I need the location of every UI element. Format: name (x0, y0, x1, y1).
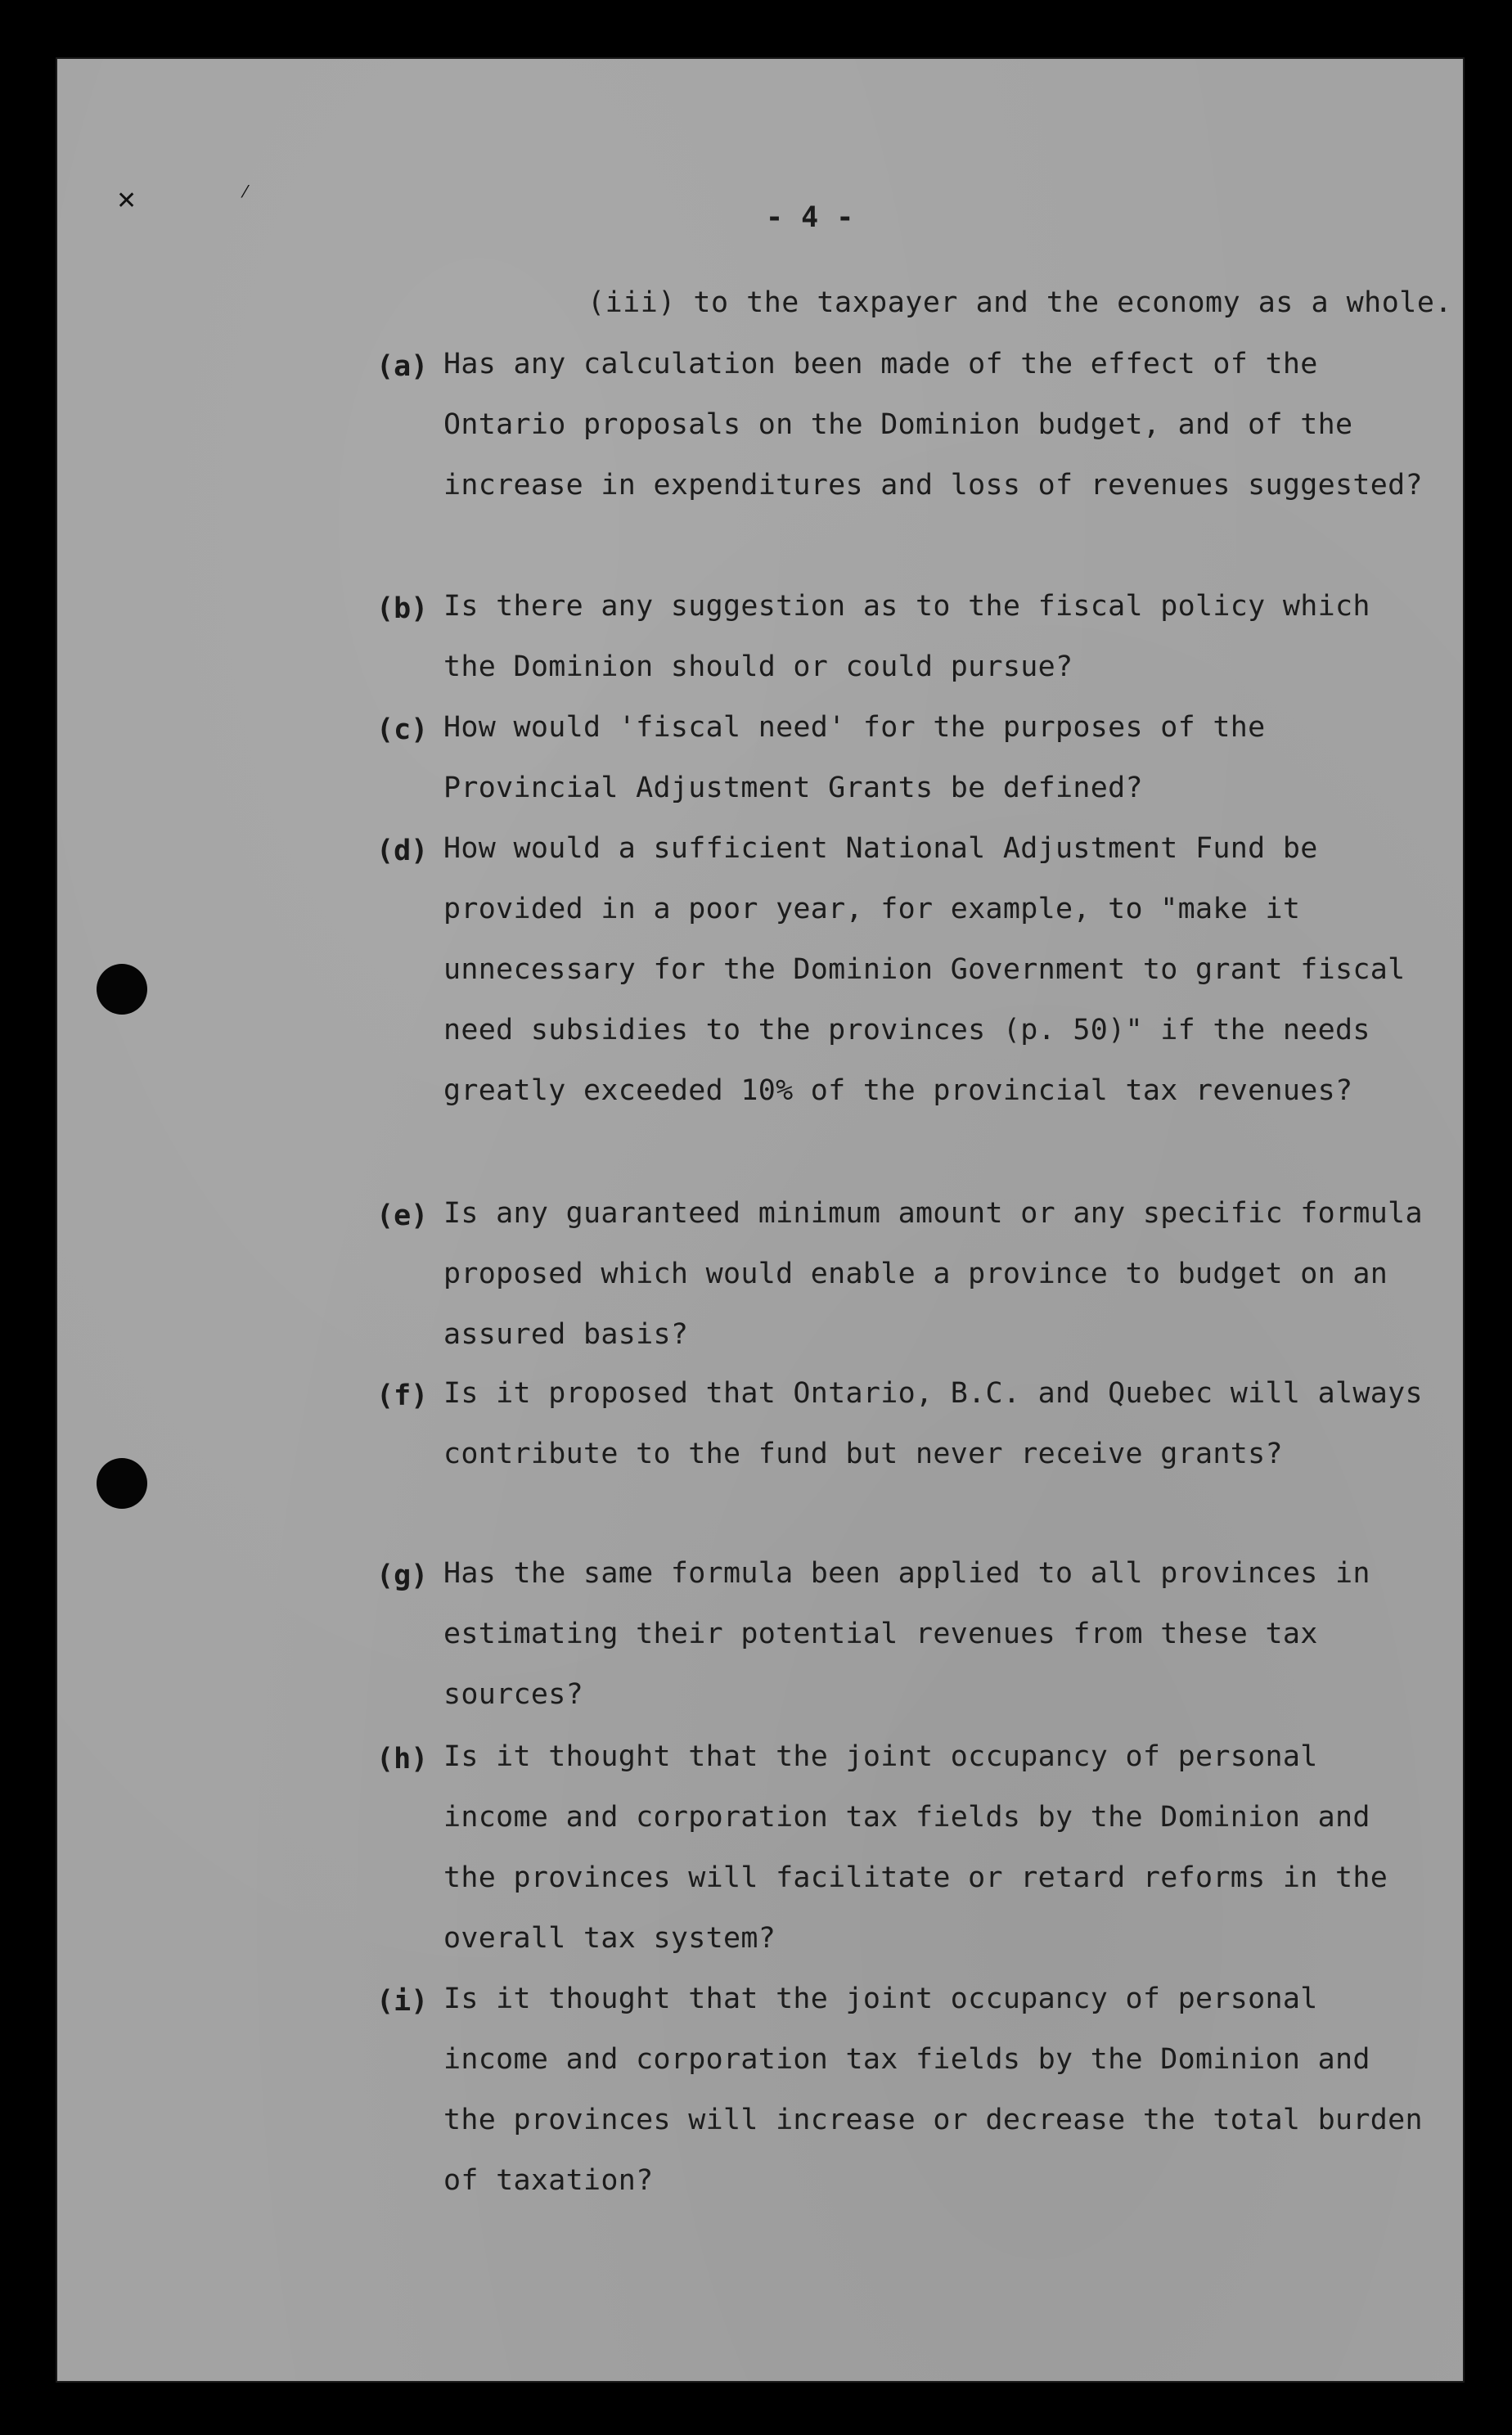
item-text: Is it thought that the joint occupancy of personal income and corporation tax fields by the Dominion and the provinces will facilitate or retard reforms in the overall tax system? (443, 1740, 1388, 1955)
page-number: - 4 - (766, 201, 854, 234)
item-text: Has any calculation been made of the effect of the Ontario proposals on the Dominion budget, and of the increase in expenditures and loss of revenues suggested? (443, 348, 1423, 502)
item-label: (a) (376, 350, 429, 383)
item-label: (b) (376, 592, 429, 625)
item-text: Is there any suggestion as to the fiscal policy which the Dominion should or could pursue? (443, 590, 1370, 683)
item-text: Is it thought that the joint occupancy of personal income and corporation tax fields by the Dominion and the provinces will increase or decrease the total burden of taxation? (443, 1983, 1423, 2197)
lead-line: (iii) to the taxpayer and the economy as a whole. (587, 286, 1453, 319)
item-text: Has the same formula been applied to all provinces in estimating their potential revenues from these tax sources? (443, 1557, 1370, 1711)
item-label: (f) (376, 1380, 429, 1412)
document-page (57, 59, 1463, 2381)
item-text: Is any guaranteed minimum amount or any specific formula proposed which would enable a province to budget on an assured basis? (443, 1197, 1423, 1351)
item-text: How would a sufficient National Adjustment Fund be provided in a poor year, for example, to "make it unnecessary for the Dominion Government to grant fiscal need subsidies to the provinces (p. 50)" if the needs greatly exceeded 10% of the provincial tax revenues? (443, 832, 1406, 1107)
item-label: (e) (376, 1199, 429, 1232)
punch-hole (97, 964, 147, 1015)
item-label: (c) (376, 713, 429, 746)
stray-mark: ✕ (116, 187, 137, 215)
item-text: Is it proposed that Ontario, B.C. and Quebec will always contribute to the fund but never receive grants? (443, 1377, 1423, 1470)
item-label: (d) (376, 835, 429, 867)
item-label: (g) (376, 1560, 429, 1592)
item-label: (i) (376, 1985, 429, 2018)
stray-mark: ⁄ (244, 182, 247, 201)
item-text: How would 'fiscal need' for the purposes of the Provincial Adjustment Grants be defined? (443, 711, 1266, 804)
punch-hole (97, 1458, 147, 1509)
item-label: (h) (376, 1743, 429, 1776)
